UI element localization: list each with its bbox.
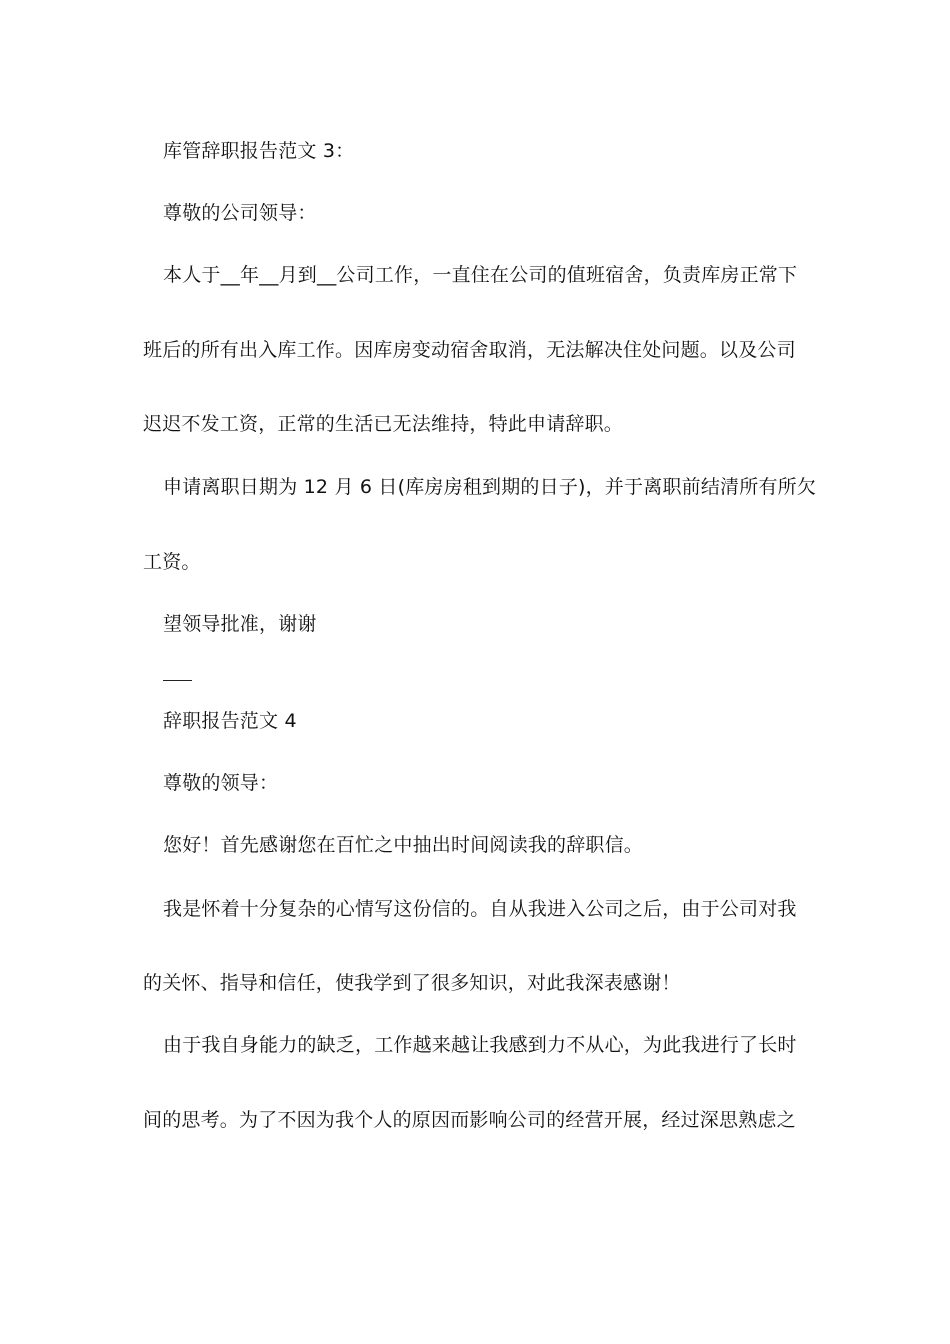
section-title-3: 库管辞职报告范文 3： xyxy=(163,140,355,162)
paragraph-line: 迟迟不发工资，正常的生活已无法维持，特此申请辞职。 xyxy=(143,413,624,435)
closing-line: 望领导批准，谢谢 xyxy=(163,613,317,635)
paragraph-line: 您好！首先感谢您在百忙之中抽出时间阅读我的辞职信。 xyxy=(163,834,644,856)
paragraph-line: 间的思考。为了不因为我个人的原因而影响公司的经营开展，经过深思熟虑之 xyxy=(143,1109,796,1131)
paragraph-line: 的关怀、指导和信任，使我学到了很多知识，对此我深表感谢！ xyxy=(143,972,681,994)
salutation: 尊敬的领导： xyxy=(163,772,279,794)
paragraph-line: 班后的所有出入库工作。因库房变动宿舍取消，无法解决住处问题。以及公司 xyxy=(143,339,796,361)
section-divider xyxy=(163,680,192,681)
paragraph-line: 本人于__年__月到__公司工作，一直住在公司的值班宿舍，负责库房正常下 xyxy=(163,264,798,286)
salutation: 尊敬的公司领导： xyxy=(163,202,317,224)
paragraph-line: 我是怀着十分复杂的心情写这份信的。自从我进入公司之后，由于公司对我 xyxy=(163,898,797,920)
section-title-4: 辞职报告范文 4 xyxy=(163,710,297,732)
paragraph-line: 工资。 xyxy=(143,551,201,573)
paragraph-line: 由于我自身能力的缺乏，工作越来越让我感到力不从心，为此我进行了长时 xyxy=(163,1034,797,1056)
paragraph-line: 申请离职日期为 12 月 6 日(库房房租到期的日子)，并于离职前结清所有所欠 xyxy=(163,476,817,498)
